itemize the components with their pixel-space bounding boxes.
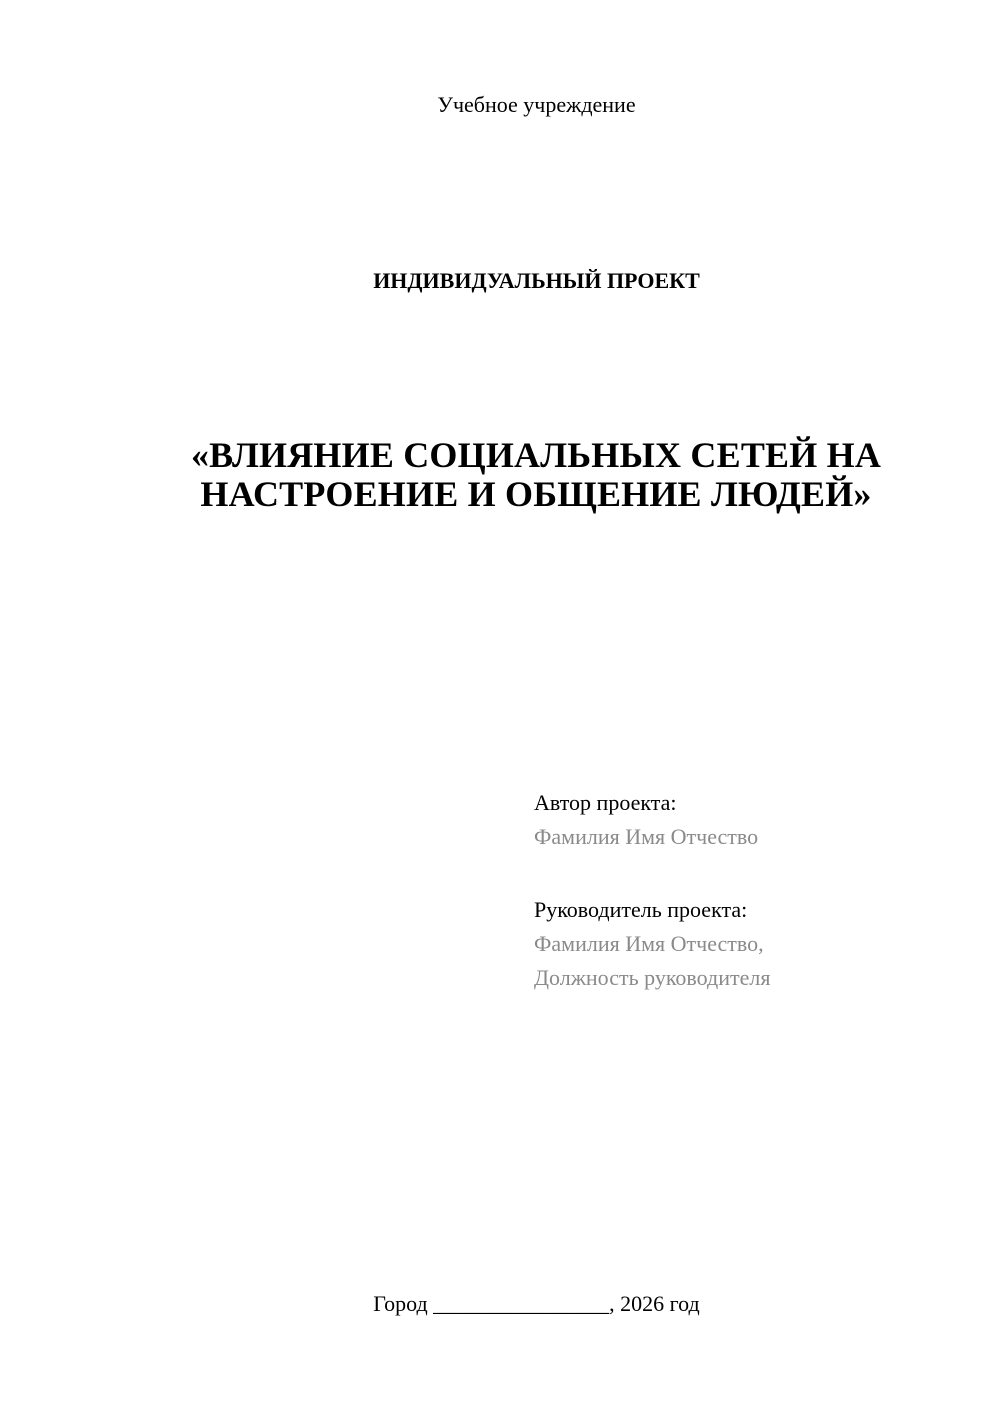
- project-title-line-1: «ВЛИЯНИЕ СОЦИАЛЬНЫХ СЕТЕЙ НА: [190, 435, 882, 475]
- city-year-line: [0, 1290, 1000, 1318]
- supervisor-label: Руководитель проекта:: [534, 897, 748, 922]
- supervisor-position: Должность руководителя: [534, 965, 771, 990]
- supervisor-block: [534, 893, 954, 995]
- document-type: ИНДИВИДУАЛЬНЫЙ ПРОЕКТ: [373, 268, 700, 293]
- project-title-line-2: НАСТРОЕНИЕ И ОБЩЕНИЕ ЛЮДЕЙ»: [200, 474, 872, 514]
- author-label: Автор проекта:: [534, 790, 677, 815]
- project-title: [150, 436, 922, 514]
- city-blank: ________________: [433, 1291, 610, 1316]
- author-name: Фамилия Имя Отчество: [534, 824, 759, 849]
- supervisor-name: Фамилия Имя Отчество,: [534, 931, 764, 956]
- year-text: , 2026 год: [609, 1291, 700, 1316]
- institution-name: Учебное учреждение: [437, 92, 636, 117]
- author-block: [534, 786, 954, 854]
- city-label: Город: [373, 1291, 428, 1316]
